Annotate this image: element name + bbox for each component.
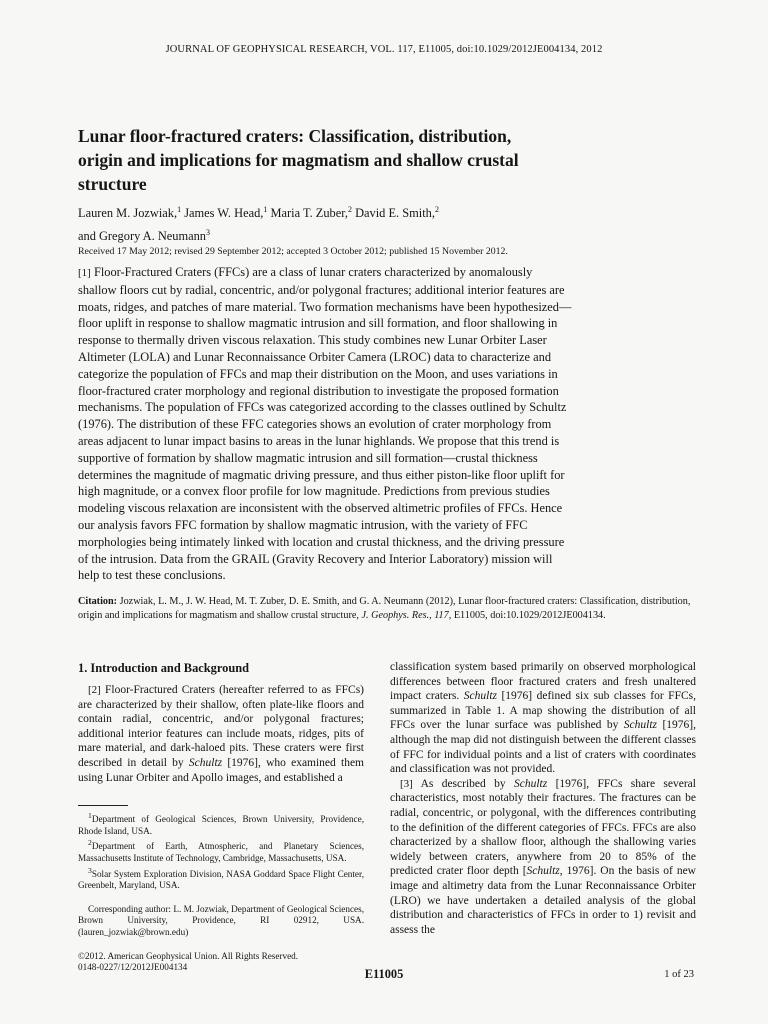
author-affiliation-mark: 1 bbox=[177, 205, 182, 214]
paragraph-text: Floor-Fractured Craters (hereafter referred to as FFCs) are characterized by their shallow, often plate-like floors and contain radial, concentric, and/or polygonal fractures; additional interior features can include moats, ridges, pits of mare material, and dark-haloed pits. These craters were first described in detail by bbox=[78, 684, 364, 769]
body-paragraph bbox=[390, 777, 696, 938]
author-affiliation-mark: 2 bbox=[434, 205, 439, 214]
paragraph-text: [1976], who examined them using Lunar Orbiter and Apollo images, and established a bbox=[78, 756, 364, 784]
corresponding-author: Corresponding author: L. M. Jozwiak, Department of Geological Sciences, Brown University, Providence, RI 02912, USA. (lauren_jozwiak@brown.edu) bbox=[78, 903, 364, 937]
author-name: and Gregory A. Neumann bbox=[78, 229, 207, 244]
footnote-text: Solar System Exploration Division, NASA Goddard Space Flight Center, Greenbelt, Maryland, USA. bbox=[78, 868, 364, 891]
author-affiliation-mark: 2 bbox=[347, 205, 352, 214]
footnote bbox=[78, 837, 364, 864]
footnote-mark: 2 bbox=[88, 838, 92, 848]
paragraph-text: classification system based primarily on observed morphological differences between floor fractured craters and fresh unaltered impact craters. bbox=[390, 661, 696, 703]
author-name: David E. Smith, bbox=[355, 206, 435, 221]
abstract bbox=[78, 264, 573, 584]
author-reference: Schultz bbox=[623, 719, 658, 732]
author-reference: Schultz bbox=[514, 777, 548, 790]
footnote bbox=[78, 810, 364, 837]
body-paragraph bbox=[390, 660, 696, 777]
author-name: James W. Head, bbox=[184, 206, 264, 221]
paragraph-text: [1976] defined six sub classes for FFCs, summarized in Table 1. A map showing the distribution of all FFCs over the lunar surface was published by bbox=[390, 690, 696, 732]
running-head: JOURNAL OF GEOPHYSICAL RESEARCH, VOL. 117, E11005, doi:10.1029/2012JE004134, 2012 bbox=[165, 44, 603, 55]
author-reference: Schultz bbox=[526, 865, 560, 878]
right-column bbox=[390, 660, 696, 937]
citation-journal: J. Geophys. Res., 117, bbox=[361, 609, 452, 621]
citation-block bbox=[78, 595, 698, 622]
paragraph-text: As described by bbox=[420, 777, 514, 790]
footer-page-number: 1 of 23 bbox=[664, 969, 694, 980]
citation-text: Jozwiak, L. M., J. W. Head, M. T. Zuber, D. E. Smith, and G. A. Neumann (2012), Lunar floor-fractured craters: Classification, distribution, origin and implications for magmatism and shallow crustal structure, bbox=[78, 596, 691, 621]
author-affiliation-mark: 3 bbox=[206, 228, 211, 238]
footnote bbox=[78, 865, 364, 892]
left-column bbox=[78, 660, 364, 785]
footnote-mark: 1 bbox=[88, 811, 92, 820]
citation-label: Citation: bbox=[78, 596, 118, 607]
paragraph-text: [1976], although the map did not distinguish between the different classes of FFC for individual points and a list of craters with coordinates and classification was not provided. bbox=[390, 719, 696, 776]
footer-article-id: E11005 bbox=[364, 967, 404, 981]
paragraph-number: [1] bbox=[78, 267, 91, 279]
body-paragraph bbox=[78, 683, 364, 785]
footnote-text: Department of Earth, Atmospheric, and Planetary Sciences, Massachusetts Institute of Technology, Cambridge, Massachusetts, USA. bbox=[78, 841, 364, 863]
paragraph-text: , 1976]. On the basis of new image and altimetry data from the Lunar Reconnaissance Orbiter (LRO) we have undertaken a detailed analysis of the global distribution and characteristics of FFCs in order to 1) revisit and assess the bbox=[390, 865, 696, 936]
article-title: Lunar floor-fractured craters: Classification, distribution, origin and implications for magmatism and shallow crustal structure bbox=[78, 126, 519, 194]
issn-code: 0148-0227/12/2012JE004134 bbox=[78, 962, 188, 973]
received-dates: Received 17 May 2012; revised 29 September 2012; accepted 3 October 2012; published 15 November 2012. bbox=[78, 246, 508, 257]
section-heading: 1. Introduction and Background bbox=[78, 661, 250, 675]
author-reference: Schultz bbox=[463, 690, 497, 703]
author-affiliation-mark: 1 bbox=[263, 205, 268, 214]
footnote-divider bbox=[78, 805, 128, 806]
paragraph-number: [2] bbox=[88, 684, 101, 696]
copyright-notice: ©2012. American Geophysical Union. All Rights Reserved. bbox=[78, 950, 299, 961]
paragraph-text: [1976], FFCs share several characteristics, most notably their fractures. The fractures can be radial, concentric, or polygonal, with the differences contributing to the definition of the different categories of FFCs. FFCs are also characterized by a shallow floor, although the shallowing varies widely between craters, anywhere from 20 to 85% of the predicted crater floor depth [ bbox=[390, 777, 696, 878]
footnote-mark: 3 bbox=[88, 865, 92, 875]
author-name: Lauren M. Jozwiak, bbox=[78, 206, 178, 221]
paragraph-number: [3] bbox=[400, 777, 413, 790]
citation-doi: E11005, doi:10.1029/2012JE004134. bbox=[451, 609, 606, 621]
footnotes bbox=[78, 810, 364, 974]
author-name: Maria T. Zuber, bbox=[270, 206, 348, 221]
author-list bbox=[78, 200, 538, 246]
author-reference: Schultz bbox=[188, 756, 223, 769]
abstract-text: Floor-Fractured Craters (FFCs) are a class of lunar craters characterized by anomalously shallow floors cut by radial, concentric, and/or polygonal fractures; additional interior features are moats, ridges, and patches of mare material. Two formation mechanisms have been hypothesized—floor uplift in response to shallow magmatic intrusion and sill formation, and floor shallowing in response to thermally driven viscous relaxation. This study combines new Lunar Orbiter Laser Altimeter (LOLA) and Lunar Reconnaissance Orbiter Camera (LROC) data to characterize and categorize the population of FFCs and map their distribution on the Moon, and uses variations in floor-fractured crater morphology and regional distribution to investigate the proposed formation mechanisms. The population of FFCs was categorized according to the classes outlined by Schultz (1976). The distribution of these FFC categories shows an evolution of crater morphology from areas adjacent to lunar impact basins to areas in the lunar highlands. We propose that this trend is supportive of formation by shallow magmatic intrusion and sill formation—crustal thickness determines the magnitude of magmatic driving pressure, and thus either piston-like floor uplift for high magnitude, or a convex floor profile for low magnitude. Predictions from previous studies modeling viscous relaxation are inconsistent with the observed altimetric profiles of FFCs. Hence our analysis favors FFC formation by shallow magmatic intrusion, with the variety of FFC morphologies being intimately linked with location and crustal thickness, and the driving pressure of the intrusion. Data from the GRAIL (Gravity Recovery and Interior Laboratory) mission will help to test these conclusions. bbox=[78, 265, 572, 583]
footnote-text: Department of Geological Sciences, Brown University, Providence, Rhode Island, USA. bbox=[78, 814, 364, 836]
